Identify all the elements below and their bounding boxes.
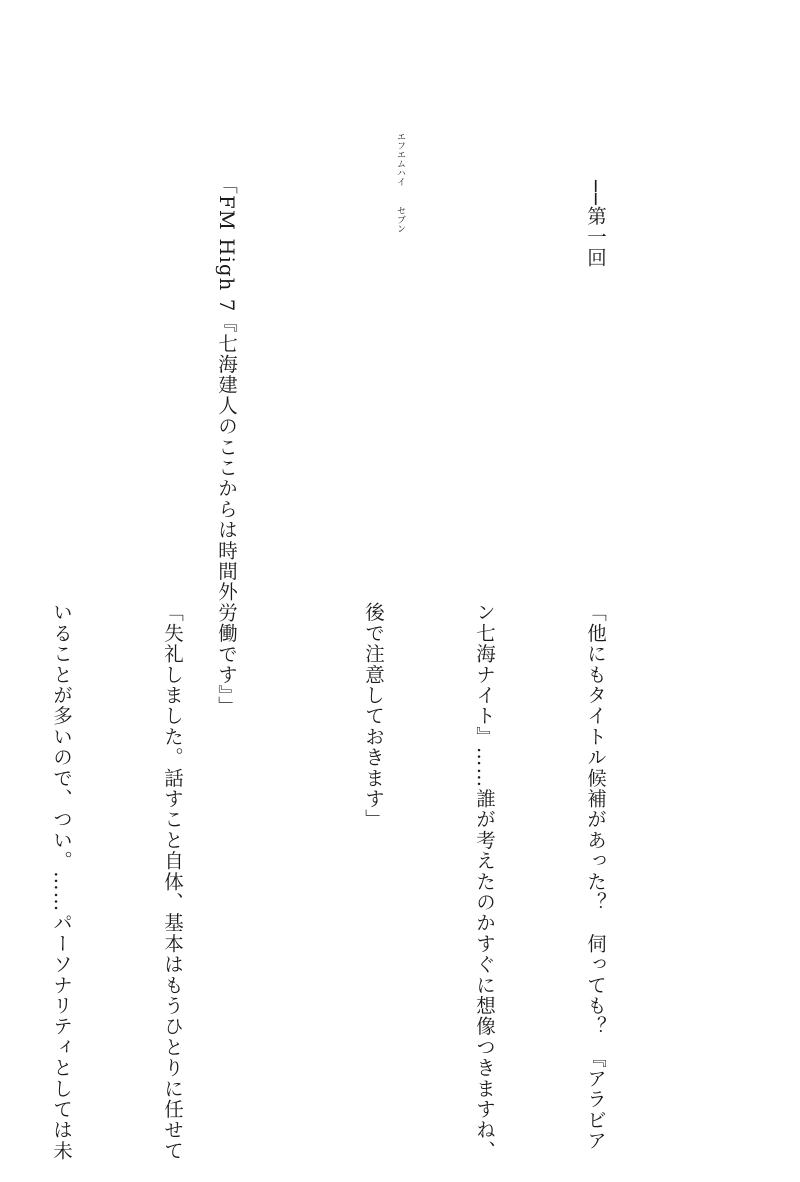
paragraph-line: 「他にもタイトル候補があった？ 伺っても？ 『アラビア [584,602,607,1152]
ruby-fm: エフエム [395,132,405,168]
spacer [81,130,97,570]
program-title: 「FM High 7『七海建人のここからは時間外労働です』」 [215,174,238,717]
spacer [265,602,281,1042]
paragraph-line: 後で注意しておきます」 [362,602,385,830]
bottom-text-block [0,602,688,1161]
chapter-heading: ──第一回 [584,180,607,268]
paragraph-line: いることが多いので、つい。……パーソナリティとしては未 [50,602,73,1161]
paragraph-line [0,130,7,570]
paragraph-line: 「失礼しました。話すこと自体、基本はもうひとりに任せて [161,602,184,1161]
ruby-seven: セブン [395,206,405,233]
paragraph-line: ン七海ナイト』……誰が考えたのかすぐに想像つきますね、 [473,602,496,1161]
ruby-high: ハイ [395,168,405,186]
spacer [467,130,503,570]
